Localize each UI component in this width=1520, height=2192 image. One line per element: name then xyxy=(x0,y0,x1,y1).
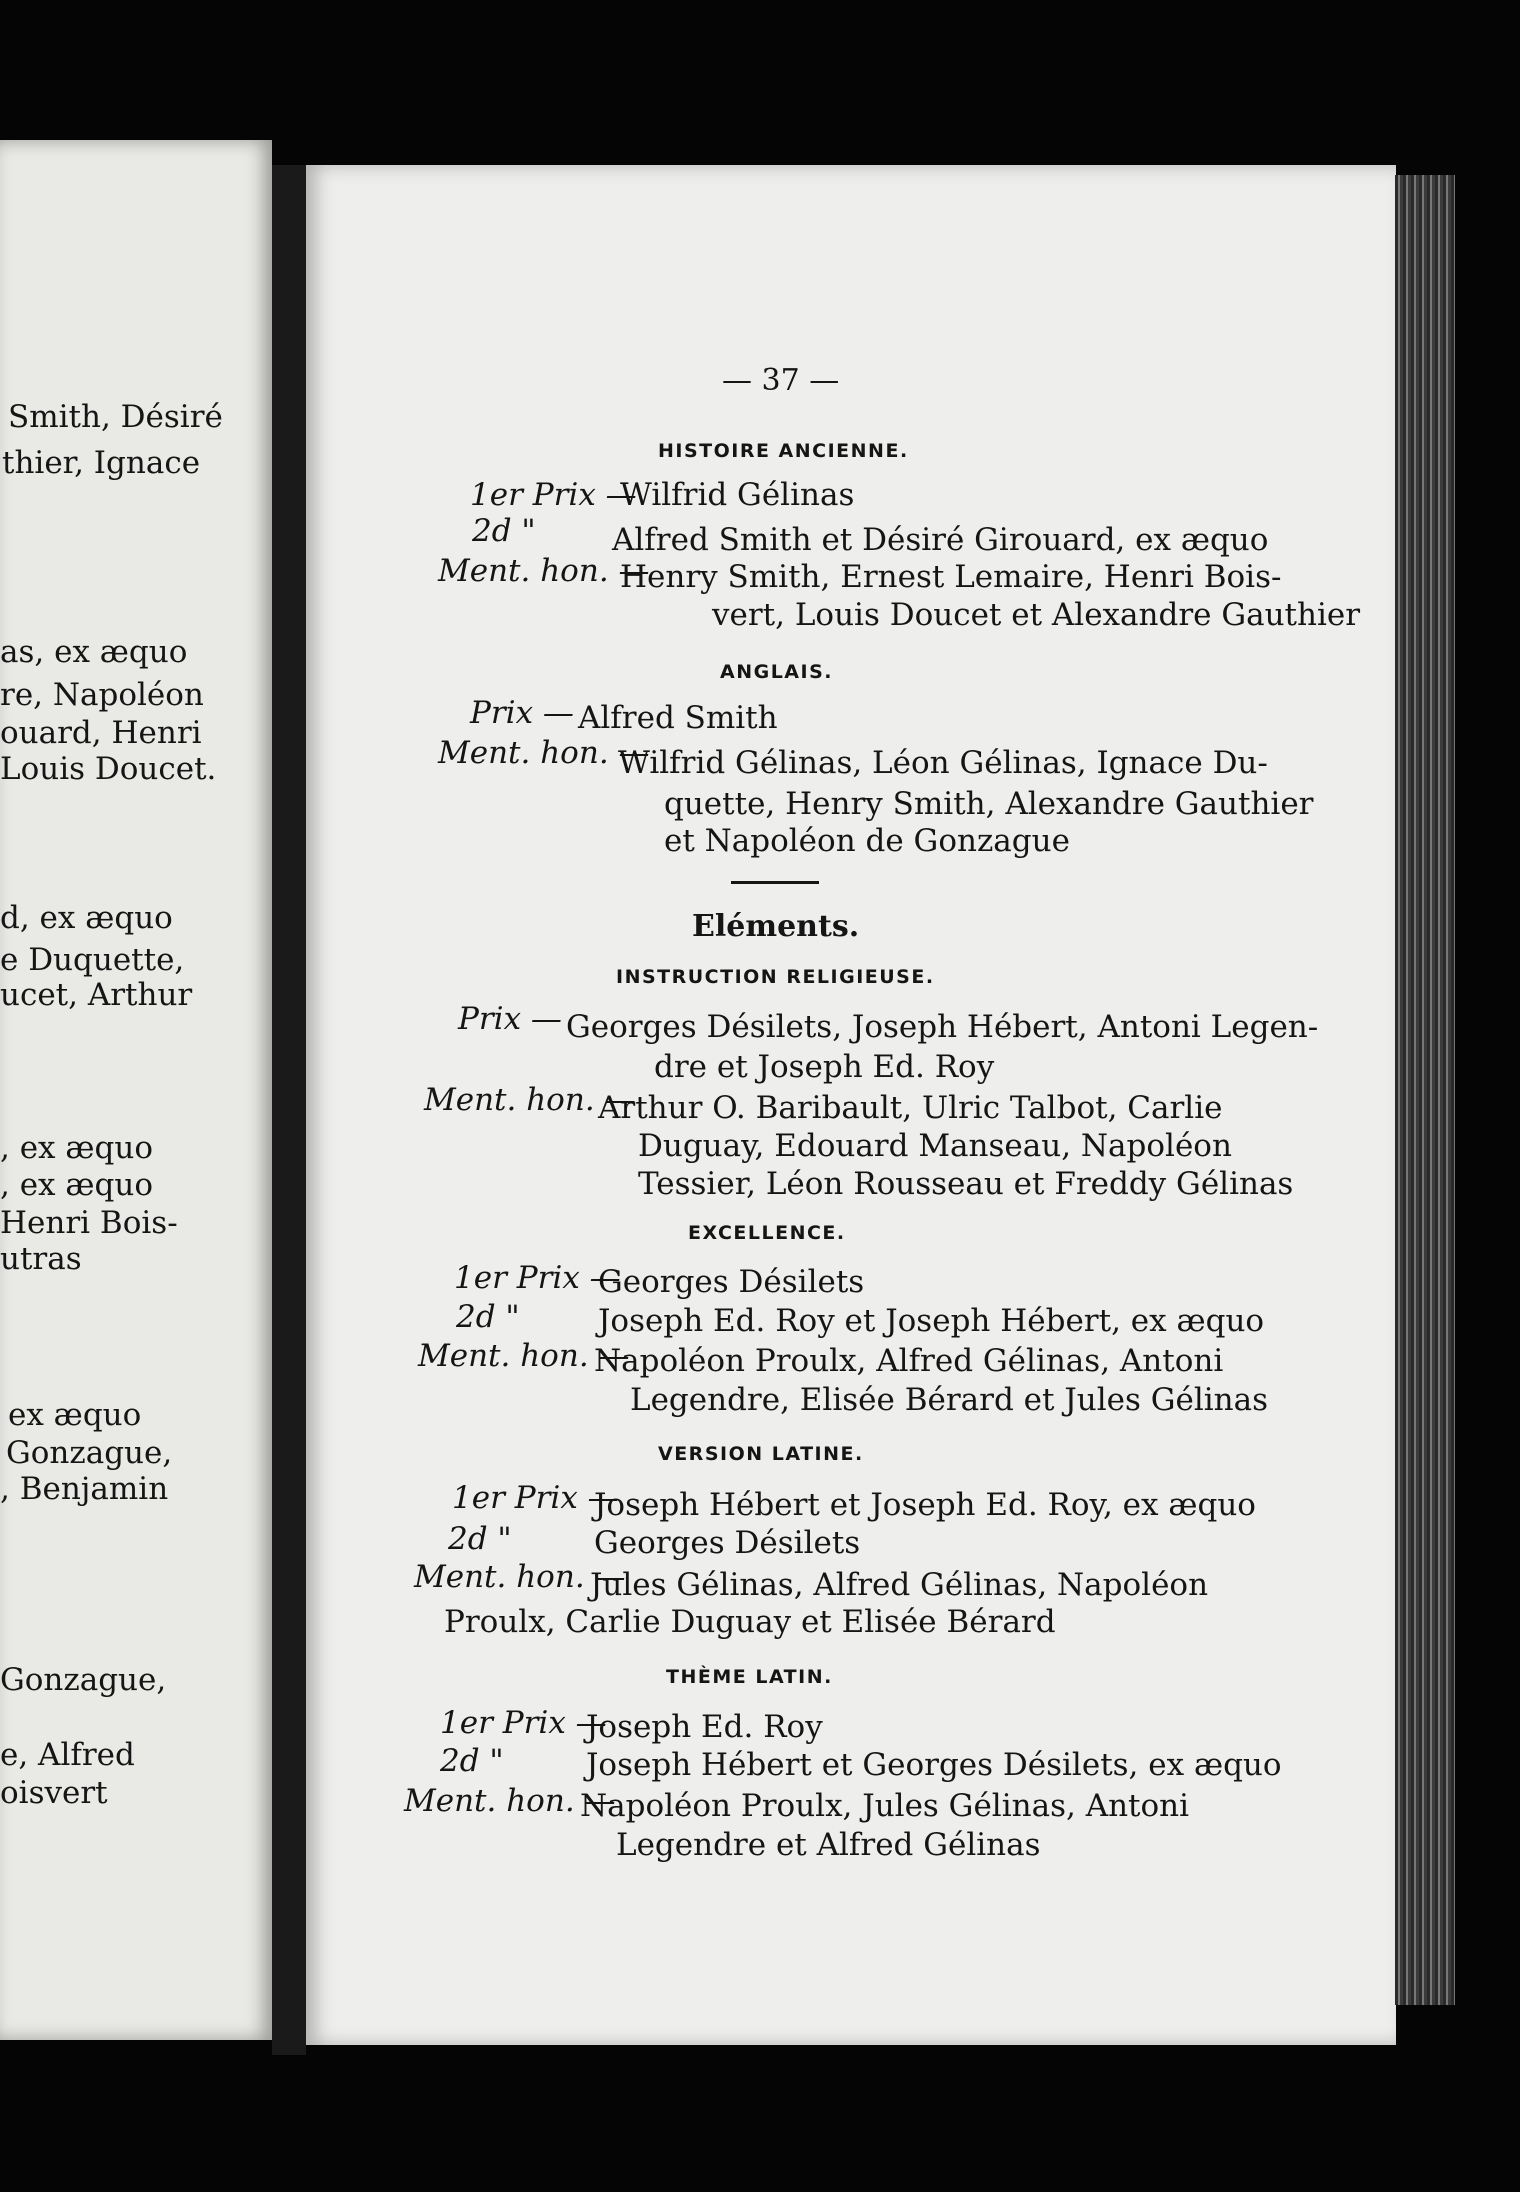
left-fragment: as, ex æquo xyxy=(0,634,188,670)
heading-instruction: INSTRUCTION RELIGIEUSE. xyxy=(616,966,935,988)
award-names: Napoléon Proulx, Jules Gélinas, Antoni xyxy=(580,1788,1190,1824)
award-names: Joseph Hébert et Georges Désilets, ex æquo xyxy=(586,1747,1282,1783)
left-fragment: e, Alfred xyxy=(0,1737,135,1773)
award-label: 2d " xyxy=(440,1743,504,1779)
award-names: Legendre, Elisée Bérard et Jules Gélinas xyxy=(630,1382,1269,1418)
heading-version: VERSION LATINE. xyxy=(658,1443,864,1465)
page-edges xyxy=(1395,175,1455,2005)
left-fragment: , ex æquo xyxy=(0,1130,154,1166)
award-label: Ment. hon. — xyxy=(438,553,650,589)
award-label: Ment. hon. — xyxy=(418,1338,630,1374)
award-names: Joseph Ed. Roy xyxy=(586,1709,823,1745)
left-fragment: ex æquo xyxy=(8,1397,142,1433)
left-fragment: e Duquette, xyxy=(0,942,185,978)
section-title: Eléments. xyxy=(692,909,860,944)
award-label: 1er Prix — xyxy=(470,477,637,513)
award-label: 1er Prix — xyxy=(452,1480,619,1516)
heading-histoire: HISTOIRE ANCIENNE. xyxy=(658,440,909,462)
award-names: Georges Désilets, Joseph Hébert, Antoni Legen- xyxy=(566,1009,1319,1045)
award-names: Alfred Smith et Désiré Girouard, ex æquo xyxy=(612,522,1269,558)
left-fragment: oisvert xyxy=(0,1775,108,1811)
heading-excellence: EXCELLENCE. xyxy=(688,1222,846,1244)
award-label: 1er Prix — xyxy=(440,1705,607,1741)
award-names: Joseph Ed. Roy et Joseph Hébert, ex æquo xyxy=(598,1303,1265,1339)
left-fragment: Louis Doucet. xyxy=(0,751,217,787)
left-fragment: , ex æquo xyxy=(0,1167,154,1203)
book-spine xyxy=(272,165,306,2055)
award-label: 1er Prix — xyxy=(454,1260,621,1296)
left-fragment: Smith, Désiré xyxy=(8,399,223,435)
award-names: Tessier, Léon Rousseau et Freddy Gélinas xyxy=(638,1166,1294,1202)
heading-theme: THÈME LATIN. xyxy=(666,1666,833,1688)
section-divider xyxy=(731,881,819,884)
award-label: Ment. hon. — xyxy=(424,1082,636,1118)
left-fragment: ouard, Henri xyxy=(0,715,202,751)
left-fragment: , Benjamin xyxy=(0,1471,169,1507)
award-names: Proulx, Carlie Duguay et Elisée Bérard xyxy=(444,1604,1056,1640)
award-label: Ment. hon. — xyxy=(438,735,650,771)
award-names: Duguay, Edouard Manseau, Napoléon xyxy=(638,1128,1232,1164)
left-fragment: Gonzague, xyxy=(6,1435,173,1471)
award-label: 2d " xyxy=(472,513,536,549)
award-names: et Napoléon de Gonzague xyxy=(664,823,1070,859)
award-names: Alfred Smith xyxy=(578,700,778,736)
award-names: Legendre et Alfred Gélinas xyxy=(616,1827,1041,1863)
award-names: Georges Désilets xyxy=(598,1264,865,1300)
award-names: Georges Désilets xyxy=(594,1525,861,1561)
award-names: Wilfrid Gélinas, Léon Gélinas, Ignace Du- xyxy=(618,745,1268,781)
award-label: 2d " xyxy=(456,1299,520,1335)
award-label: Ment. hon. — xyxy=(414,1559,626,1595)
award-names: Arthur O. Baribault, Ulric Talbot, Carlie xyxy=(598,1090,1223,1126)
award-names: dre et Joseph Ed. Roy xyxy=(654,1049,995,1085)
left-fragment: ucet, Arthur xyxy=(0,977,193,1013)
heading-anglais: ANGLAIS. xyxy=(720,661,833,683)
page-number: — 37 — xyxy=(722,363,840,398)
award-names: Joseph Hébert et Joseph Ed. Roy, ex æquo xyxy=(594,1487,1256,1523)
left-fragment: d, ex æquo xyxy=(0,900,173,936)
award-names: Jules Gélinas, Alfred Gélinas, Napoléon xyxy=(590,1567,1209,1603)
award-names: vert, Louis Doucet et Alexandre Gauthier xyxy=(712,597,1361,633)
left-fragment: thier, Ignace xyxy=(2,445,201,481)
award-label: Prix — xyxy=(458,1001,562,1037)
award-names: Napoléon Proulx, Alfred Gélinas, Antoni xyxy=(594,1343,1224,1379)
left-fragment: Gonzague, xyxy=(0,1662,167,1698)
left-fragment: utras xyxy=(0,1241,82,1277)
award-names: Wilfrid Gélinas xyxy=(620,477,855,513)
left-fragment: re, Napoléon xyxy=(0,677,204,713)
award-names: Henry Smith, Ernest Lemaire, Henri Bois- xyxy=(620,559,1282,595)
award-label: 2d " xyxy=(448,1521,512,1557)
award-label: Prix — xyxy=(470,695,574,731)
award-names: quette, Henry Smith, Alexandre Gauthier xyxy=(664,786,1314,822)
award-label: Ment. hon. — xyxy=(404,1783,616,1819)
left-fragment: Henri Bois- xyxy=(0,1205,178,1241)
